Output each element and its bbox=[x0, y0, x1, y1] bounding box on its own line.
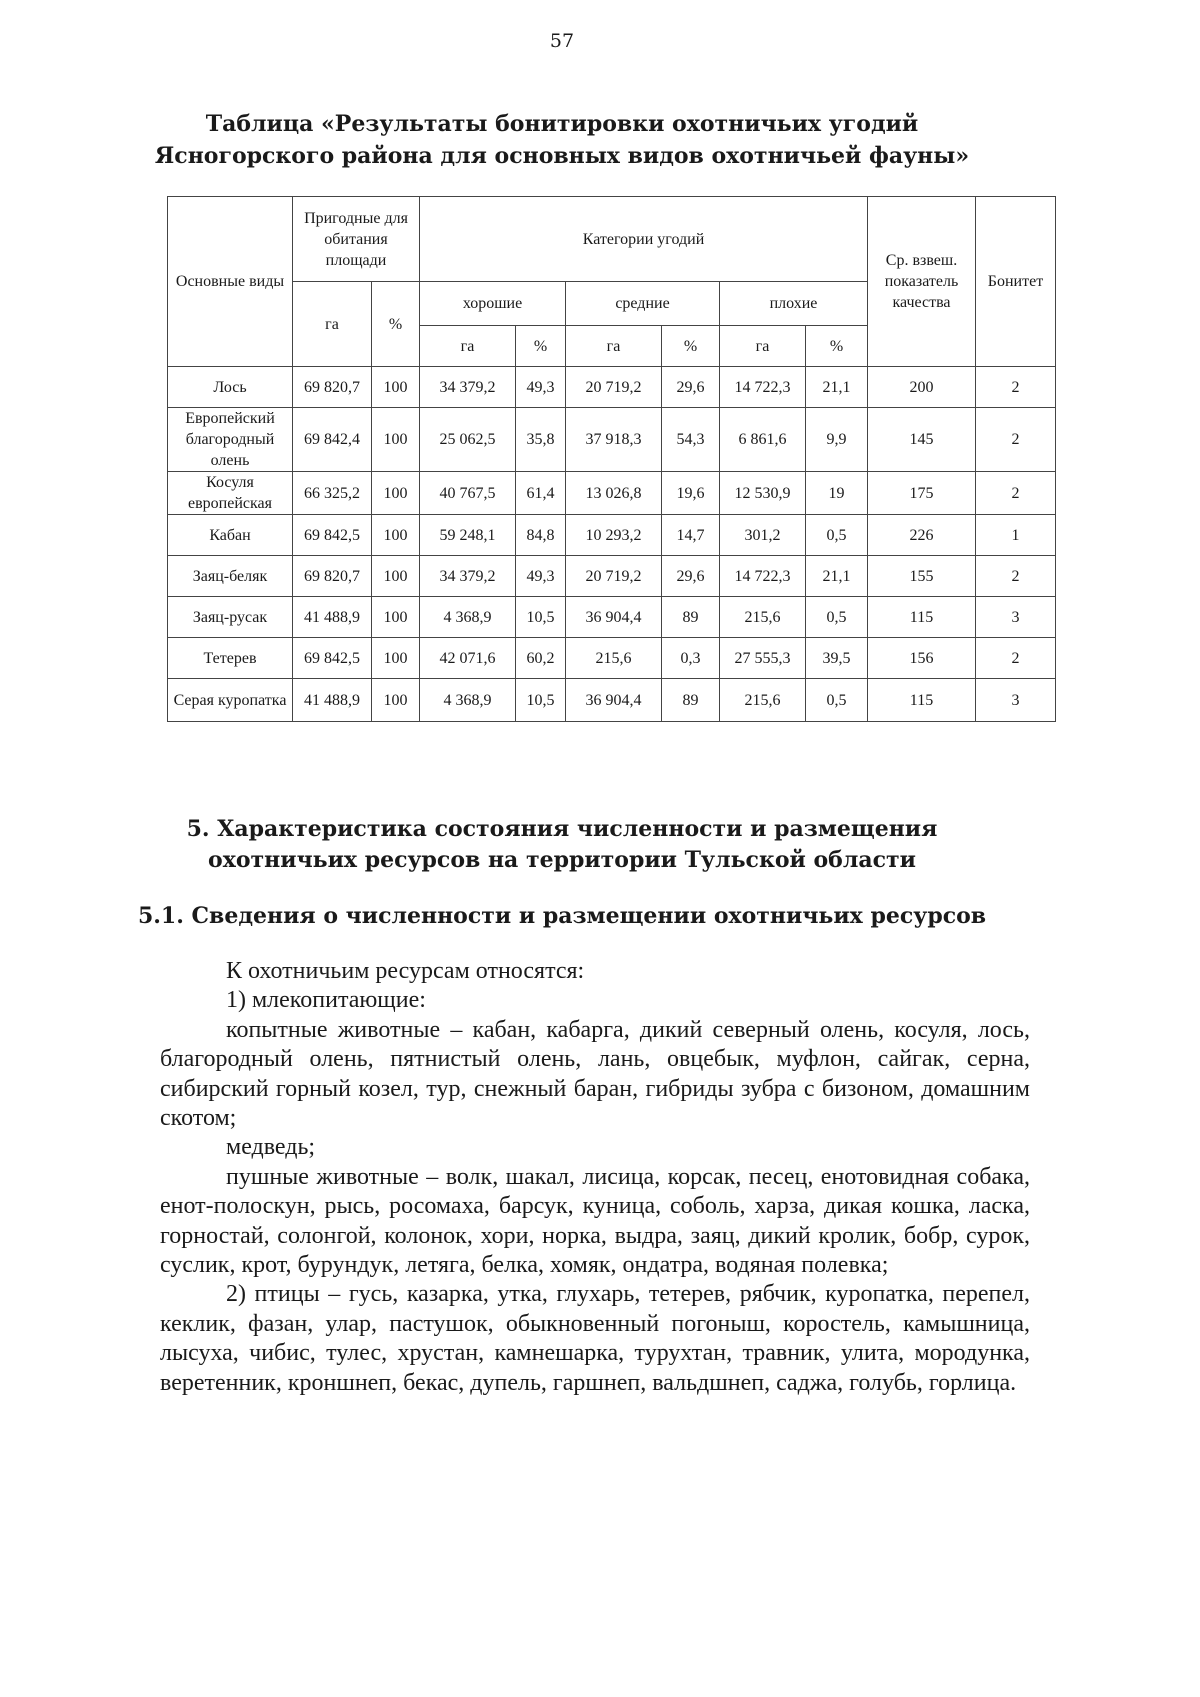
cell-area-pct: 100 bbox=[372, 597, 420, 638]
header-bonitet: Бонитет bbox=[976, 197, 1056, 367]
cell-area-ha: 69 842,5 bbox=[293, 515, 372, 556]
section-title-line: 5. Характеристика состояния численности и размещения bbox=[186, 816, 938, 842]
cell-poor-ha: 27 555,3 bbox=[720, 638, 806, 679]
cell-good-pct: 60,2 bbox=[516, 638, 566, 679]
table-title-line: Таблица «Результаты бонитировки охотничьих угодий bbox=[205, 111, 919, 137]
cell-good-pct: 49,3 bbox=[516, 556, 566, 597]
table-row bbox=[168, 367, 1056, 408]
cell-poor-ha: 6 861,6 bbox=[720, 408, 806, 472]
cell-quality: 155 bbox=[868, 556, 976, 597]
cell-poor-pct: 0,5 bbox=[806, 679, 868, 722]
table-title bbox=[60, 108, 1064, 172]
cell-bonitet: 2 bbox=[976, 556, 1056, 597]
cell-good-pct: 10,5 bbox=[516, 597, 566, 638]
header-poor-pct: % bbox=[806, 326, 868, 367]
cell-bonitet: 3 bbox=[976, 597, 1056, 638]
table-row bbox=[168, 408, 1056, 472]
cell-quality: 115 bbox=[868, 679, 976, 722]
cell-medium-ha: 36 904,4 bbox=[566, 597, 662, 638]
cell-poor-ha: 215,6 bbox=[720, 597, 806, 638]
paragraph: 1) млекопитающие: bbox=[226, 987, 426, 1014]
cell-good-pct: 61,4 bbox=[516, 472, 566, 515]
section-title-line: 5.1. Сведения о численности и размещении охотничьих ресурсов bbox=[137, 903, 987, 929]
table-row bbox=[168, 472, 1056, 515]
cell-medium-pct: 19,6 bbox=[662, 472, 720, 515]
cell-medium-ha: 20 719,2 bbox=[566, 367, 662, 408]
cell-poor-pct: 21,1 bbox=[806, 367, 868, 408]
cell-area-ha: 69 820,7 bbox=[293, 556, 372, 597]
table-row bbox=[168, 597, 1056, 638]
header-poor-ha: га bbox=[720, 326, 806, 367]
cell-bonitet: 2 bbox=[976, 367, 1056, 408]
cell-poor-pct: 19 bbox=[806, 472, 868, 515]
cell-good-pct: 35,8 bbox=[516, 408, 566, 472]
cell-bonitet: 2 bbox=[976, 472, 1056, 515]
cell-quality: 175 bbox=[868, 472, 976, 515]
cell-species: Косуля европейская bbox=[168, 472, 293, 515]
cell-area-ha: 66 325,2 bbox=[293, 472, 372, 515]
cell-medium-ha: 36 904,4 bbox=[566, 679, 662, 722]
cell-area-ha: 69 820,7 bbox=[293, 367, 372, 408]
paragraph: пушные животные – волк, шакал, лисица, корсак, песец, енотовидная собака, енот-полоскун, рысь, росомаха, барсук, куница, соболь, харза, дикая кошка, ласка, горностай, солонгой, колонок, хори, норка, выдра, заяц, дикий кролик, бобр, сурок, суслик, крот, бурундук, летяга, белка, хомяк, ондатра, водяная полевка; bbox=[160, 1163, 1030, 1279]
cell-bonitet: 2 bbox=[976, 408, 1056, 472]
paragraph: медведь; bbox=[226, 1134, 316, 1161]
cell-good-pct: 49,3 bbox=[516, 367, 566, 408]
cell-good-ha: 42 071,6 bbox=[420, 638, 516, 679]
header-area-pct: % bbox=[372, 282, 420, 367]
section-5-title bbox=[60, 814, 1064, 876]
cell-quality: 156 bbox=[868, 638, 976, 679]
cell-species: Тетерев bbox=[168, 638, 293, 679]
header-species: Основные виды bbox=[168, 197, 293, 367]
cell-medium-ha: 37 918,3 bbox=[566, 408, 662, 472]
cell-area-pct: 100 bbox=[372, 679, 420, 722]
cell-poor-pct: 0,5 bbox=[806, 515, 868, 556]
cell-medium-ha: 20 719,2 bbox=[566, 556, 662, 597]
cell-good-ha: 59 248,1 bbox=[420, 515, 516, 556]
cell-area-pct: 100 bbox=[372, 515, 420, 556]
cell-species: Серая куропатка bbox=[168, 679, 293, 722]
table-row bbox=[168, 679, 1056, 722]
cell-medium-pct: 89 bbox=[662, 679, 720, 722]
cell-species: Кабан bbox=[168, 515, 293, 556]
header-poor: плохие bbox=[720, 282, 868, 326]
cell-poor-pct: 0,5 bbox=[806, 597, 868, 638]
header-medium-pct: % bbox=[662, 326, 720, 367]
cell-bonitet: 3 bbox=[976, 679, 1056, 722]
cell-area-pct: 100 bbox=[372, 472, 420, 515]
header-avg-quality: Ср. взвеш. показатель качества bbox=[868, 197, 976, 367]
cell-area-ha: 41 488,9 bbox=[293, 597, 372, 638]
section-title-line: охотничьих ресурсов на территории Тульской области bbox=[208, 847, 916, 873]
header-area-ha: га bbox=[293, 282, 372, 367]
cell-species: Заяц-беляк bbox=[168, 556, 293, 597]
cell-good-ha: 4 368,9 bbox=[420, 679, 516, 722]
body-text bbox=[160, 957, 1030, 1398]
cell-poor-pct: 9,9 bbox=[806, 408, 868, 472]
bonitet-table bbox=[167, 196, 1056, 722]
cell-area-ha: 41 488,9 bbox=[293, 679, 372, 722]
cell-medium-pct: 14,7 bbox=[662, 515, 720, 556]
header-good-pct: % bbox=[516, 326, 566, 367]
cell-quality: 115 bbox=[868, 597, 976, 638]
cell-poor-ha: 14 722,3 bbox=[720, 367, 806, 408]
cell-good-ha: 40 767,5 bbox=[420, 472, 516, 515]
cell-medium-ha: 13 026,8 bbox=[566, 472, 662, 515]
header-medium: средние bbox=[566, 282, 720, 326]
cell-poor-pct: 39,5 bbox=[806, 638, 868, 679]
cell-quality: 145 bbox=[868, 408, 976, 472]
cell-medium-pct: 89 bbox=[662, 597, 720, 638]
cell-medium-pct: 54,3 bbox=[662, 408, 720, 472]
cell-good-ha: 4 368,9 bbox=[420, 597, 516, 638]
cell-poor-ha: 14 722,3 bbox=[720, 556, 806, 597]
cell-poor-ha: 301,2 bbox=[720, 515, 806, 556]
header-suitable-area: Пригодные для обитания площади bbox=[293, 197, 420, 282]
header-categories: Категории угодий bbox=[420, 197, 868, 282]
table-row bbox=[168, 638, 1056, 679]
cell-species: Европейский благородный олень bbox=[168, 408, 293, 472]
cell-quality: 200 bbox=[868, 367, 976, 408]
cell-good-pct: 84,8 bbox=[516, 515, 566, 556]
header-good-ha: га bbox=[420, 326, 516, 367]
cell-area-pct: 100 bbox=[372, 408, 420, 472]
cell-medium-ha: 10 293,2 bbox=[566, 515, 662, 556]
cell-medium-ha: 215,6 bbox=[566, 638, 662, 679]
cell-species: Заяц-русак bbox=[168, 597, 293, 638]
cell-quality: 226 bbox=[868, 515, 976, 556]
cell-area-ha: 69 842,4 bbox=[293, 408, 372, 472]
cell-good-ha: 34 379,2 bbox=[420, 556, 516, 597]
header-medium-ha: га bbox=[566, 326, 662, 367]
header-good: хорошие bbox=[420, 282, 566, 326]
cell-bonitet: 2 bbox=[976, 638, 1056, 679]
cell-area-ha: 69 842,5 bbox=[293, 638, 372, 679]
cell-good-ha: 34 379,2 bbox=[420, 367, 516, 408]
cell-good-ha: 25 062,5 bbox=[420, 408, 516, 472]
cell-medium-pct: 29,6 bbox=[662, 556, 720, 597]
paragraph: К охотничьим ресурсам относятся: bbox=[226, 958, 585, 984]
page-number: 57 bbox=[549, 30, 575, 52]
section-5-1-title bbox=[60, 901, 1064, 932]
cell-medium-pct: 0,3 bbox=[662, 638, 720, 679]
table-row bbox=[168, 515, 1056, 556]
cell-area-pct: 100 bbox=[372, 556, 420, 597]
cell-poor-ha: 215,6 bbox=[720, 679, 806, 722]
cell-bonitet: 1 bbox=[976, 515, 1056, 556]
cell-area-pct: 100 bbox=[372, 367, 420, 408]
cell-area-pct: 100 bbox=[372, 638, 420, 679]
cell-species: Лось bbox=[168, 367, 293, 408]
paragraph: 2) птицы – гусь, казарка, утка, глухарь, тетерев, рябчик, куропатка, перепел, кеклик, фазан, улар, пастушок, обыкновенный погоныш, коростель, камышница, лысуха, чибис, тулес, хрустан, камнешарка, турухтан, травник, улита, мородунка, веретенник, кроншнеп, бекас, дупель, гаршнеп, вальдшнеп, саджа, голубь, горлица. bbox=[160, 1281, 1030, 1396]
table-title-line: Ясногорского района для основных видов охотничьей фауны» bbox=[154, 143, 970, 169]
cell-poor-ha: 12 530,9 bbox=[720, 472, 806, 515]
table-row bbox=[168, 556, 1056, 597]
cell-good-pct: 10,5 bbox=[516, 679, 566, 722]
cell-medium-pct: 29,6 bbox=[662, 367, 720, 408]
cell-poor-pct: 21,1 bbox=[806, 556, 868, 597]
paragraph: копытные животные – кабан, кабарга, дикий северный олень, косуля, лось, благородный олень, пятнистый олень, лань, овцебык, муфлон, сайгак, серна, сибирский горный козел, тур, снежный баран, гибриды зубра с бизоном, домашним скотом; bbox=[160, 1016, 1030, 1132]
